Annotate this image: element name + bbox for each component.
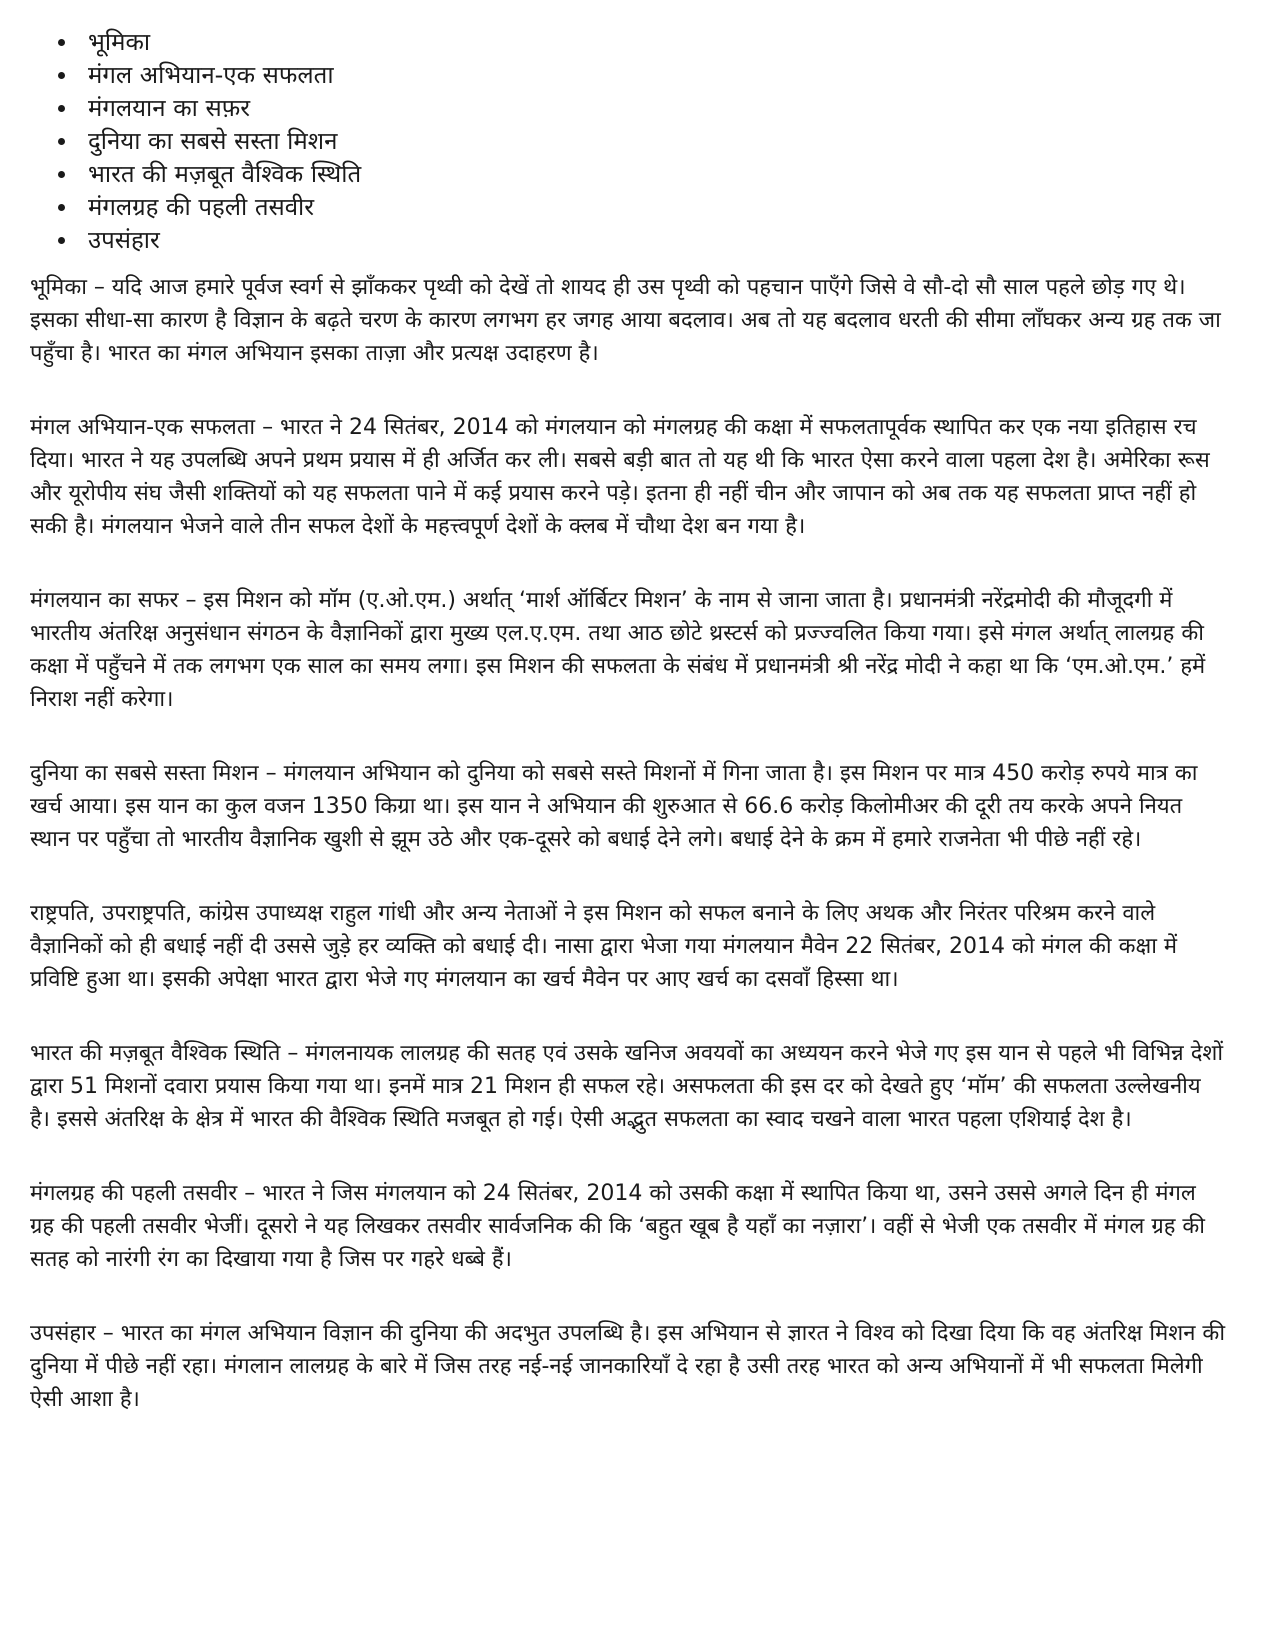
paragraph-cheapest-mission: दुनिया का सबसे सस्ता मिशन – मंगलयान अभियान को दुनिया को सबसे सस्ते मिशनों में गिना जाता है। इस मिशन पर मात्र 450 करोड़ रुपये मात्र का खर्च आया। इस यान का कुल वजन 1350 किग्रा था। इस यान ने अभियान की शुरुआत से 66.6 करोड़ किलोमीअर की दूरी तय करके अपने नियत स्थान पर पहुँचा तो भारतीय वैज्ञानिक खुशी से झूम उठे और एक-दूसरे को बधाई देने लगे। बधाई देने के क्रम में हमारे राजनेता भी पीछे नहीं रहे। <box>30 761 1198 852</box>
bullet-icon <box>58 72 65 79</box>
paragraph-introduction: भूमिका – यदि आज हमारे पूर्वज स्वर्ग से झाँककर पृथ्वी को देखें तो शायद ही उस पृथ्वी को पहचान पाएँगे जिसे वे सौ-दो सौ साल पहले छोड़ गए थे। इसका सीधा-सा कारण है विज्ञान के बढ़ते चरण के कारण लगभग हर जगह आया बदलाव। अब तो यह बदलाव धरती की सीमा लाँघकर अन्य ग्रह तक जा पहुँचा है। भारत का मंगल अभियान इसका ताज़ा और प्रत्यक्ष उदाहरण है। <box>30 275 1221 366</box>
outline-item <box>30 125 1255 158</box>
outline-item <box>30 224 1255 257</box>
bullet-icon <box>58 138 65 145</box>
paragraph-journey: मंगलयान का सफर – इस मिशन को मॉम (ए.ओ.एम.) अर्थात् ‘मार्श ऑर्बिटर मिशन’ के नाम से जाना जाता है। प्रधानमंत्री नरेंद्रमोदी की मौजूदगी में भारतीय अंतरिक्ष अनुसंधान संगठन के वैज्ञानिकों द्वारा मुख्य एल.ए.एम. तथा आठ छोटे थ्रस्टर्स को प्रज्ज्वलित किया गया। इसे मंगल अर्थात् लालग्रह की कक्षा में पहुँचने में तक लगभग एक साल का समय लगा। इस मिशन की सफलता के संबंध में प्रधानमंत्री श्री नरेंद्र मोदी ने कहा था कि ‘एम.ओ.एम.’ हमें निराश नहीं करेगा। <box>30 588 1206 712</box>
outline-item <box>30 26 1255 59</box>
outline-item-label: भारत की मज़बूत वैश्विक स्थिति <box>88 160 362 188</box>
outline-item-label: दुनिया का सबसे सस्ता मिशन <box>88 127 338 155</box>
outline-item <box>30 92 1255 125</box>
outline-item-label: मंगल अभियान-एक सफलता <box>88 61 334 89</box>
bullet-icon <box>58 105 65 112</box>
paragraph-mission-success: मंगल अभियान-एक सफलता – भारत ने 24 सितंबर, 2014 को मंगलयान को मंगलग्रह की कक्षा में सफलतापूर्वक स्थापित कर एक नया इतिहास रच दिया। भारत ने यह उपलब्धि अपने प्रथम प्रयास में ही अर्जित कर ली। सबसे बड़ी बात तो यह थी कि भारत ऐसा करने वाला पहला देश है। अमेरिका रूस और यूरोपीय संघ जैसी शक्तियों को यह सफलता पाने में कई प्रयास करने पड़े। इतना ही नहीं चीन और जापान को अब तक यह सफलता प्राप्त नहीं हो सकी है। मंगलयान भेजने वाले तीन सफल देशों के महत्त्वपूर्ण देशों के क्लब में चौथा देश बन गया है। <box>30 415 1210 539</box>
bullet-icon <box>58 204 65 211</box>
essay-page <box>30 26 1255 1457</box>
outline-item <box>30 59 1255 92</box>
outline-item-label: मंगलयान का सफ़र <box>88 94 251 122</box>
outline-list <box>30 26 1255 257</box>
paragraph-global-position: भारत की मज़बूत वैश्विक स्थिति – मंगलनायक लालग्रह की सतह एवं उसके खनिज अवयवों का अध्ययन करने भेजे गए इस यान से पहले भी विभिन्न देशों द्वारा 51 मिशनों दवारा प्रयास किया गया था। इनमें मात्र 21 मिशन ही सफल रहे। असफलता की इस दर को देखते हुए ‘मॉम’ की सफलता उल्लेखनीय है। इससे अंतरिक्ष के क्षेत्र में भारत की वैश्विक स्थिति मजबूत हो गई। ऐसी अद्भुत सफलता का स्वाद चखने वाला भारत पहला एशियाई देश है। <box>30 1041 1224 1132</box>
paragraph-first-picture: मंगलग्रह की पहली तसवीर – भारत ने जिस मंगलयान को 24 सितंबर, 2014 को उसकी कक्षा में स्थापित किया था, उसने उससे अगले दिन ही मंगल ग्रह की पहली तसवीर भेजीं। दूसरो ने यह लिखकर तसवीर सार्वजनिक की कि ‘बहुत खूब है यहाँ का नज़ारा’। वहीं से भेजी एक तसवीर में मंगल ग्रह की सतह को नारंगी रंग का दिखाया गया है जिस पर गहरे धब्बे हैं। <box>30 1181 1206 1272</box>
outline-item <box>30 158 1255 191</box>
paragraph-congratulations: राष्ट्रपति, उपराष्ट्रपति, कांग्रेस उपाध्यक्ष राहुल गांधी और अन्य नेताओं ने इस मिशन को सफल बनाने के लिए अथक और निरंतर परिश्रम करने वाले वैज्ञानिकों को ही बधाई नहीं दी उससे जुड़े हर व्यक्ति को बधाई दी। नासा द्वारा भेजा गया मंगलयान मैवेन 22 सितंबर, 2014 को मंगल की कक्षा में प्रविष्टि हुआ था। इसकी अपेक्षा भारत द्वारा भेजे गए मंगलयान का खर्च मैवेन पर आए खर्च का दसवाँ हिस्सा था। <box>30 901 1178 992</box>
bullet-icon <box>58 237 65 244</box>
bullet-icon <box>58 171 65 178</box>
paragraph-conclusion: उपसंहार – भारत का मंगल अभियान विज्ञान की दुनिया की अदभुत उपलब्धि है। इस अभियान से ज्ञारत ने विश्व को दिखा दिया कि वह अंतरिक्ष मिशन की दुनिया में पीछे नहीं रहा। मंगलान लालग्रह के बारे में जिस तरह नई-नई जानकारियाँ दे रहा है उसी तरह भारत को अन्य अभियानों में भी सफलता मिलेगी ऐसी आशा है। <box>30 1321 1226 1412</box>
outline-item <box>30 191 1255 224</box>
bullet-icon <box>58 39 65 46</box>
outline-item-label: उपसंहार <box>88 226 160 254</box>
outline-item-label: भूमिका <box>88 28 151 56</box>
outline-item-label: मंगलग्रह की पहली तसवीर <box>88 193 315 221</box>
